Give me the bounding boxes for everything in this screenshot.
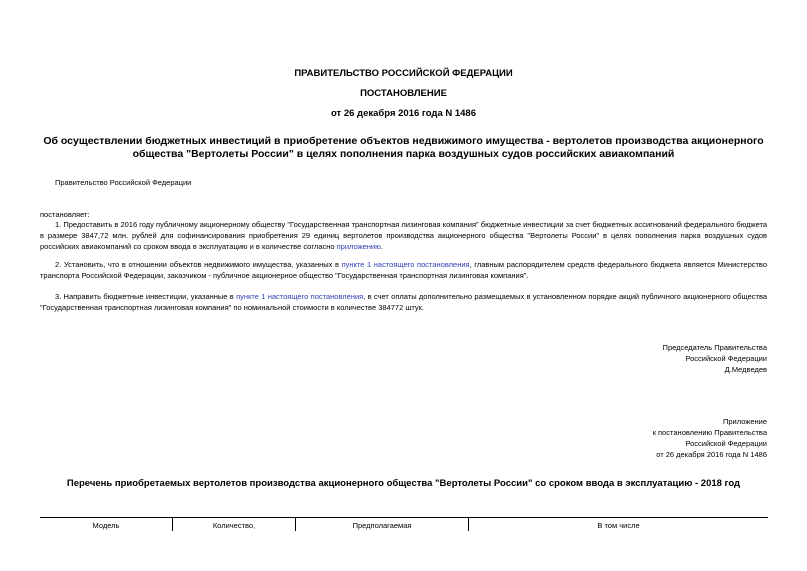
list-title: Перечень приобретаемых вертолетов производства акционерного общества "Вертолеты России" со сроком ввода в эксплуатацию - 2018 год [66,478,741,489]
helicopter-table [40,517,768,531]
paragraph-3 [40,291,767,313]
appendix-label: Приложение [723,417,767,426]
signature-block [663,342,767,375]
paragraph-1-text: 1. Предоставить в 2016 году публичному акционерному обществу "Государственная транспортная лизинговая компания" бюджетные инвестиции за счет бюджетных ассигнований федерального бюджета в размере 3847,72 млн. рублей для софинансирования приобретения 29 единиц вертолетов производства акционерного общества "Вертолеты России" в целях пополнения парка воздушных судов российских авиакомпаний со сроком ввода в эксплуатацию и в количестве согласно [40,220,767,251]
header-model: Модель [40,518,173,532]
doc-title: Об осуществлении бюджетных инвестиций в приобретение объектов недвижимого имущества - вертолетов производства акционерного общества "Вертолеты России" в целях пополнения парка воздушных судов российских авиакомпаний [43,135,764,160]
signature-name: Д.Медведев [724,365,767,374]
paragraph-1 [40,219,767,252]
doc-type: ПОСТАНОВЛЕНИЕ [360,88,447,99]
header-quantity: Количество, [173,518,296,532]
signature-country: Российской Федерации [685,354,767,363]
paragraph-2-text: 2. Установить, что в отношении объектов недвижимого имущества, указанных в [55,260,342,269]
paragraph-3-text: 3. Направить бюджетные инвестиции, указанные в [55,292,237,301]
appendix-country: Российской Федерации [685,439,767,448]
header-including: В том числе [469,518,769,532]
appendix-link[interactable]: приложению [336,242,381,251]
appendix-block [653,416,767,460]
header-expected: Предполагаемая [296,518,469,532]
doc-date-number: от 26 декабря 2016 года N 1486 [330,108,476,119]
signature-title: Председатель Правительства [662,343,767,352]
paragraph-2 [40,259,767,281]
decrees-word: постановляет: [40,210,90,219]
org-name: ПРАВИТЕЛЬСТВО РОССИЙСКОЙ ФЕДЕРАЦИИ [294,68,513,79]
table-header-row [40,518,768,532]
appendix-date: от 26 декабря 2016 года N 1486 [656,450,767,459]
paragraph-2-end: , главным распорядителем средств федерального бюджета является Министерство транспорта Российской Федерации, заказчиком - публичное акционерное общество "Государственная транспортная лизинговая компания". [40,260,768,280]
point-1-link-b[interactable]: пункте 1 настоящего постановления [236,292,364,301]
paragraph-3-end: , в счет оплаты дополнительно размещаемых в установленном порядке акций публичного акционерного общества "Государственная транспортная лизинговая компания" по номинальной стоимости в количестве 384772 штук. [40,292,768,312]
point-1-link-a[interactable]: пункте 1 настоящего постановления [341,260,470,269]
paragraph-1-end: . [380,242,383,251]
intro-text: Правительство Российской Федерации [55,178,192,187]
appendix-ref: к постановлению Правительства [652,428,767,437]
